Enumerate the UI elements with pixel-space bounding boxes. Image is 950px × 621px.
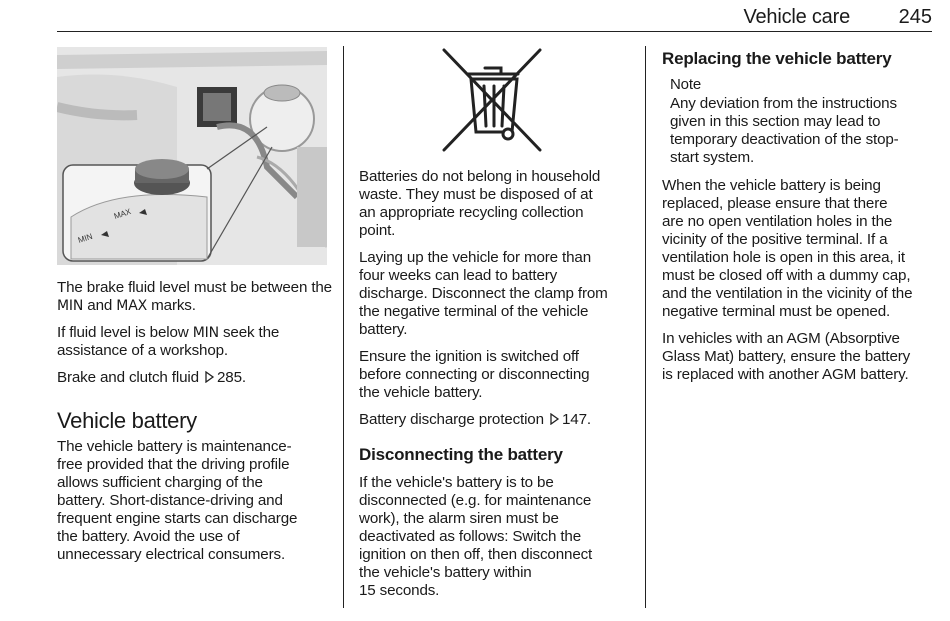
- vehicle-battery-text: The vehicle battery is maintenance- free provided that the driving profile allows sufficient charging of the battery. Short-distance-driving and frequent engine starts can discharge the battery. Avoid the use of unnecessary electrical consumers.: [57, 438, 298, 563]
- page-number: 245: [898, 6, 932, 28]
- column-divider-2: [645, 46, 646, 608]
- figure-max-label: MAX: [112, 206, 133, 221]
- brake-fluid-reservoir-image: [57, 47, 327, 265]
- text-segment: and: [83, 297, 117, 314]
- column-1: [57, 279, 333, 573]
- min-mark: MIN: [57, 298, 84, 314]
- header-rule: [57, 31, 932, 32]
- page-reference-arrow-icon: [548, 413, 560, 425]
- section-title: Vehicle care: [743, 6, 850, 28]
- page-reference-arrow-icon: [203, 371, 215, 383]
- disconnecting-battery-heading: Disconnecting the battery: [359, 445, 563, 464]
- text-segment: marks.: [147, 297, 196, 314]
- text-segment: seek the assistance of a workshop.: [57, 324, 280, 359]
- figure-min-label: MIN: [76, 231, 94, 245]
- laying-up-text: Laying up the vehicle for more than four weeks can lead to battery discharge. Disconnect the clamp from the negative terminal of the vehicle battery.: [359, 249, 608, 338]
- max-mark: MAX: [116, 298, 148, 314]
- crossed-out-bin-icon: [440, 46, 546, 154]
- brake-fluid-level-text: [57, 279, 333, 315]
- text-segment: If fluid level is below: [57, 324, 193, 341]
- ventilation-holes-text: When the vehicle battery is being replaced, please ensure that there are no open ventilation holes in the vicinity of the positive terminal. If a ventilation hole is open in this area, it must be closed off with a dummy cap, and the ventilation in the vicinity of the negative terminal must be opened.: [662, 177, 913, 320]
- note-label: Note: [670, 76, 702, 93]
- agm-battery-text: In vehicles with an AGM (Absorptive Glass Mat) battery, ensure the battery is replaced with another AGM battery.: [662, 330, 911, 383]
- page-reference[interactable]: 285.: [217, 369, 246, 386]
- replacing-battery-heading: Replacing the vehicle battery: [662, 49, 892, 68]
- text-segment: The brake fluid level must be between the: [57, 279, 332, 296]
- page-header: [0, 6, 932, 32]
- page-reference[interactable]: 147.: [561, 411, 591, 428]
- note-body: Any deviation from the instructions given in this section may lead to temporary deactivation of the stop- start system.: [670, 95, 899, 166]
- brake-clutch-fluid-ref: [57, 369, 333, 387]
- text-segment: Battery discharge protection: [359, 411, 544, 428]
- battery-disposal-text: Batteries do not belong in household waste. They must be disposed of at an appropriate recycling collection point.: [359, 168, 601, 239]
- disconnecting-battery-text: If the vehicle's battery is to be disconnected (e.g. for maintenance work), the alarm siren must be deactivated as follows: Switch the ignition on then off, then disconnect the vehicle's battery within 15 seconds.: [359, 474, 593, 599]
- fluid-below-min-text: [57, 324, 333, 360]
- text-segment: Brake and clutch fluid: [57, 369, 199, 386]
- column-3: [662, 48, 934, 393]
- vehicle-battery-heading: Vehicle battery: [57, 408, 197, 433]
- column-2: [359, 168, 639, 609]
- ignition-off-text: Ensure the ignition is switched off before connecting or disconnecting the vehicle battery.: [359, 348, 590, 401]
- discharge-protection-ref: [359, 411, 639, 429]
- column-divider-1: [343, 46, 344, 608]
- min-mark: MIN: [192, 325, 219, 341]
